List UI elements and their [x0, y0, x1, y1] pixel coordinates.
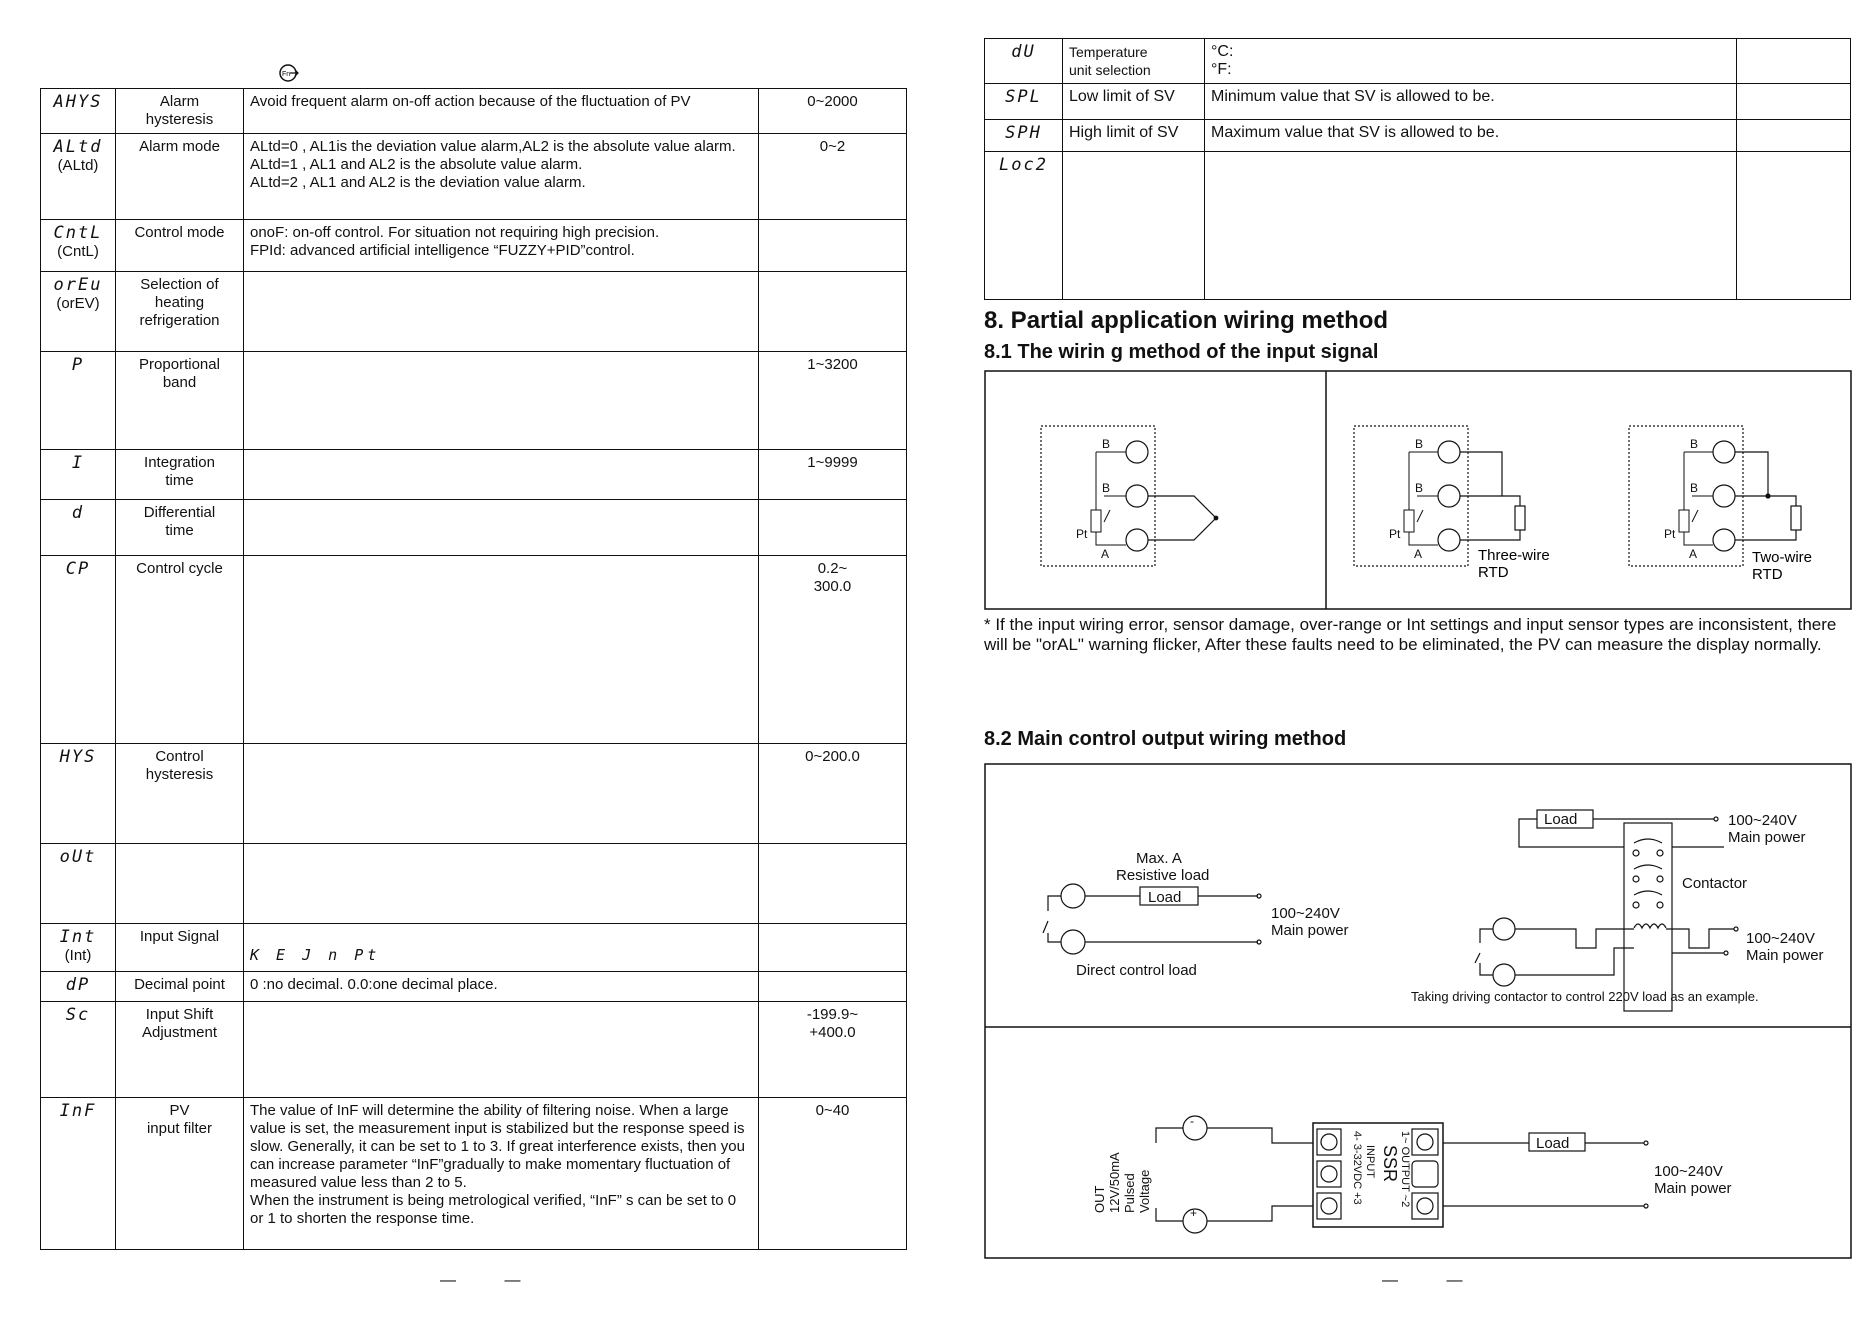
param-code: oUt [41, 844, 116, 924]
svg-text:B: B [1102, 481, 1111, 495]
param-code: Sc [41, 1002, 116, 1098]
section-8-1-title: 8.1 The wirin g method of the input signal [984, 341, 1379, 363]
pulsed-voltage-label: OUT12V/50mAPulsedVoltage [1092, 1152, 1152, 1213]
input-wiring-diagram [984, 370, 1852, 610]
svg-text:B: B [1690, 481, 1699, 495]
parameter-table-left [40, 88, 907, 1250]
table-row [41, 556, 907, 744]
svg-text:Load: Load [1148, 889, 1182, 906]
table-row [41, 89, 907, 134]
svg-text:100~240VMain power: 100~240V Main power [1746, 930, 1824, 964]
param-desc: °C: °F: [1205, 39, 1737, 84]
param-range: 0~40 [759, 1098, 907, 1250]
svg-text:Pt: Pt [1076, 527, 1088, 541]
svg-text:Load: Load [1544, 811, 1578, 828]
svg-text:100~240VMain power: 100~240V Main power [1728, 812, 1806, 846]
table-row [985, 120, 1851, 152]
label-b: B [1102, 437, 1111, 451]
thermocouple-wiring [1041, 426, 1218, 566]
svg-text:Pt: Pt [1389, 527, 1401, 541]
table-row [41, 924, 907, 972]
svg-text:B: B [1690, 437, 1699, 451]
three-wire-label: Three-wire RTD [1478, 547, 1550, 581]
svg-text:Load: Load [1536, 1135, 1570, 1152]
param-desc: Minimum value that SV is allowed to be. [1205, 84, 1737, 120]
three-wire-rtd-wiring [1354, 426, 1525, 566]
param-desc: K E J n Pt [244, 924, 759, 972]
param-code: Loc2 [985, 152, 1063, 300]
param-code: orEu (orEV) [41, 272, 116, 352]
parameter-table-right [984, 38, 1851, 300]
param-name: High limit of SV [1063, 120, 1205, 152]
svg-text:INPUT: INPUT [1364, 1145, 1376, 1178]
param-name [1063, 152, 1205, 300]
param-desc [244, 352, 759, 450]
param-desc: onoF: on-off control. For situation not requiring high precision. FPId: advanced artificial intelligence “FUZZY+PID”control. [244, 220, 759, 272]
input-wiring-note: * If the input wiring error, sensor damage, over-range or Int settings and input sensor types are inconsistent, there will be "orAL" warning flicker, After these faults need to be eliminated, the PV can measure the display normally. [984, 615, 1837, 654]
table-row [41, 450, 907, 500]
param-desc: Avoid frequent alarm on-off action because of the fluctuation of PV [244, 89, 759, 134]
param-extra [1737, 120, 1851, 152]
svg-text:Resistive load: Resistive load [1116, 867, 1210, 884]
param-range: 1~9999 [759, 450, 907, 500]
param-name: Control mode [116, 220, 244, 272]
param-name: Alarm hysteresis [116, 89, 244, 134]
param-code: InF [41, 1098, 116, 1250]
table-row [41, 134, 907, 220]
param-desc: Maximum value that SV is allowed to be. [1205, 120, 1737, 152]
param-code: dP [41, 972, 116, 1002]
table-row [985, 84, 1851, 120]
param-code: SPH [985, 120, 1063, 152]
param-extra [1737, 152, 1851, 300]
param-desc: The value of InF will determine the ability of filtering noise. When a large value is set, the measurement input is stabilized but the response speed is slow. Generally, it can be set to 1 to 3. If great interference exists, then you can increase parameter “InF”gradually to make momentary fluctuation of measured value less than 2 to 5. When the instrument is being metrological verified, “InF” s can be set to 0 or 1 to shorten the response time. [244, 1098, 759, 1250]
param-range [759, 844, 907, 924]
svg-text:Contactor: Contactor [1682, 875, 1748, 892]
param-desc [244, 450, 759, 500]
param-range: 0~200.0 [759, 744, 907, 844]
table-row [41, 352, 907, 450]
svg-text:Fn: Fn [282, 71, 291, 78]
table-row [41, 220, 907, 272]
svg-text:A: A [1414, 547, 1423, 561]
param-name: Integration time [116, 450, 244, 500]
param-name: Selection of heating refrigeration [116, 272, 244, 352]
ssr-title: SSR [1380, 1145, 1400, 1183]
param-desc [244, 844, 759, 924]
param-name: Differential time [116, 500, 244, 556]
param-range [759, 924, 907, 972]
table-row [41, 272, 907, 352]
param-range [759, 972, 907, 1002]
table-row [41, 844, 907, 924]
param-desc [244, 744, 759, 844]
svg-text:Direct control load: Direct control load [1076, 962, 1197, 979]
param-name: Temperature unit selection [1063, 39, 1205, 84]
param-desc [244, 556, 759, 744]
param-desc: 0 :no decimal. 0.0:one decimal place. [244, 972, 759, 1002]
svg-text:100~240VMain power: 100~240V Main power [1271, 905, 1349, 939]
table-row [41, 1002, 907, 1098]
param-name: Alarm mode [116, 134, 244, 220]
param-range: -199.9~ +400.0 [759, 1002, 907, 1098]
section-8-title: 8. Partial application wiring method [984, 307, 1389, 334]
table-row [41, 500, 907, 556]
param-name: Input Signal [116, 924, 244, 972]
page-mark-right: — — [1382, 1272, 1485, 1289]
param-name: Decimal point [116, 972, 244, 1002]
svg-text:Taking driving contactor to co: Taking driving contactor to control 220V load as an example. [1411, 989, 1759, 1004]
two-wire-label: Two-wire RTD [1752, 549, 1813, 583]
svg-text:1~ OUTPUT ~2: 1~ OUTPUT ~2 [1399, 1131, 1411, 1208]
function-key-icon [276, 63, 302, 83]
svg-text:-: - [1190, 1114, 1194, 1128]
param-name: Proportional band [116, 352, 244, 450]
table-row [985, 39, 1851, 84]
param-range: 0~2000 [759, 89, 907, 134]
param-code: ALtd (ALtd) [41, 134, 116, 220]
table-row [41, 972, 907, 1002]
param-range: 1~3200 [759, 352, 907, 450]
param-code: dU [985, 39, 1063, 84]
param-desc [244, 272, 759, 352]
svg-text:A: A [1101, 547, 1110, 561]
two-wire-rtd-wiring [1629, 426, 1801, 566]
svg-text:+: + [1190, 1206, 1198, 1220]
section-8-2-title: 8.2 Main control output wiring method [984, 728, 1347, 750]
param-desc [1205, 152, 1737, 300]
param-code: I [41, 450, 116, 500]
param-name [116, 844, 244, 924]
param-code: AHYS [41, 89, 116, 134]
table-row [41, 1098, 907, 1250]
table-row [985, 152, 1851, 300]
param-code: CP [41, 556, 116, 744]
param-name: Low limit of SV [1063, 84, 1205, 120]
param-name: Control hysteresis [116, 744, 244, 844]
svg-text:4- 3-32VDC +3: 4- 3-32VDC +3 [1351, 1131, 1363, 1205]
param-code: d [41, 500, 116, 556]
svg-text:Pt: Pt [1664, 527, 1676, 541]
param-desc [244, 500, 759, 556]
param-extra [1737, 39, 1851, 84]
table-row [41, 744, 907, 844]
param-name: Input Shift Adjustment [116, 1002, 244, 1098]
param-extra [1737, 84, 1851, 120]
param-code: SPL [985, 84, 1063, 120]
param-range [759, 500, 907, 556]
param-code: HYS [41, 744, 116, 844]
param-desc [244, 1002, 759, 1098]
page-mark-left: — — [440, 1272, 543, 1289]
svg-text:100~240VMain power: 100~240V Main power [1654, 1163, 1732, 1197]
svg-text:Max. A: Max. A [1136, 850, 1182, 867]
param-range: 0.2~ 300.0 [759, 556, 907, 744]
param-desc: ALtd=0 , AL1is the deviation value alarm,AL2 is the absolute value alarm. ALtd=1 , AL1 and AL2 is the absolute value alarm. ALtd=2 , AL1 and AL2 is the deviation value alarm. [244, 134, 759, 220]
svg-text:B: B [1415, 437, 1424, 451]
param-name: Control cycle [116, 556, 244, 744]
param-name: PV input filter [116, 1098, 244, 1250]
svg-text:B: B [1415, 481, 1424, 495]
param-range: 0~2 [759, 134, 907, 220]
param-code: CntL (CntL) [41, 220, 116, 272]
contactor-wiring [1475, 810, 1738, 1011]
svg-text:A: A [1689, 547, 1698, 561]
output-wiring-diagram [984, 763, 1852, 1259]
param-range [759, 272, 907, 352]
param-code: Int (Int) [41, 924, 116, 972]
param-range [759, 220, 907, 272]
param-code: P [41, 352, 116, 450]
